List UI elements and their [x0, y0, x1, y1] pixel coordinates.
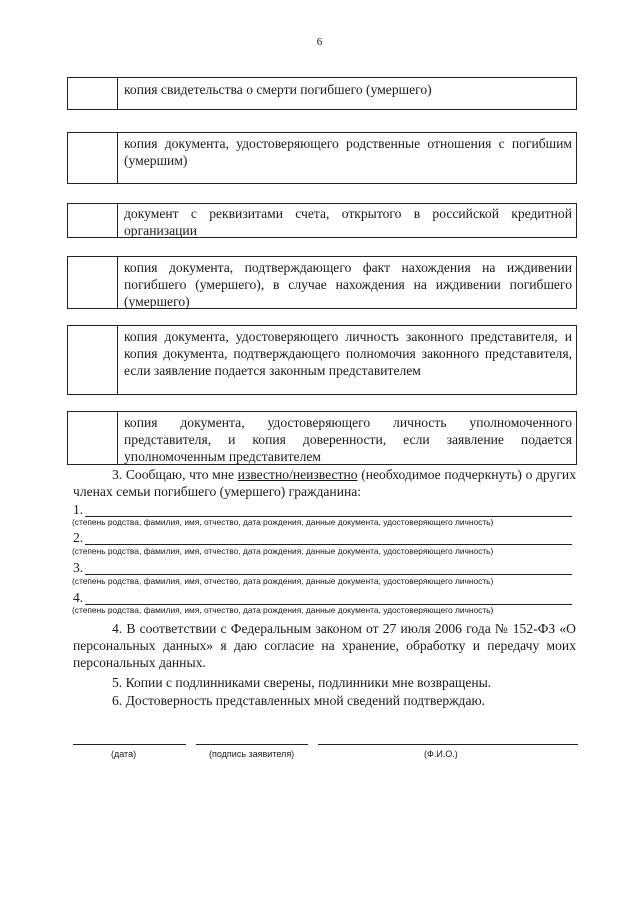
family-member-number: 2. — [73, 530, 84, 545]
family-member-number: 4. — [73, 590, 84, 605]
family-member-hint: (степень родства, фамилия, имя, отчество, дата рождения, данные документа, удостоверяющего личность) — [72, 517, 494, 527]
checklist-item — [67, 256, 577, 309]
section-3-paragraph — [73, 466, 576, 500]
checklist-item — [67, 132, 577, 184]
checklist-item-text: копия документа, удостоверяющего родственные отношения с погибшим (умершим) — [124, 136, 572, 168]
family-member-hint: (степень родства, фамилия, имя, отчество, дата рождения, данные документа, удостоверяющего личность) — [72, 576, 494, 586]
family-member-hint: (степень родства, фамилия, имя, отчество, дата рождения, данные документа, удостоверяющего личность) — [72, 605, 494, 615]
checkbox-cell[interactable] — [68, 257, 118, 308]
full-name-caption: (Ф.И.О.) — [424, 749, 458, 759]
checklist-item — [67, 203, 577, 238]
family-member-field[interactable] — [85, 528, 572, 545]
signature-field[interactable] — [196, 730, 308, 745]
family-member-field[interactable] — [85, 588, 572, 605]
section-4-paragraph: 4. В соответствии с Федеральным законом от 27 июля 2006 года № 152-ФЗ «О персональных данных» я даю согласие на хранение, обработку и передачу моих персональных данных. — [73, 621, 576, 670]
section-3-choice: известно/неизвестно — [237, 467, 358, 482]
section-3-lead: 3. Сообщаю, что мне — [112, 467, 238, 482]
checklist-item-text: копия документа, удостоверяющего личность уполномоченного представителя, и копия доверенности, если заявление подается уполномоченным представителем — [124, 415, 572, 464]
checklist-item — [67, 411, 577, 465]
date-field[interactable] — [73, 730, 186, 745]
family-member-number: 3. — [73, 560, 84, 575]
checklist-item-text: документ с реквизитами счета, открытого в российской кредитной организации — [124, 206, 572, 238]
checkbox-cell[interactable] — [68, 78, 118, 109]
signature-caption: (подпись заявителя) — [209, 749, 295, 759]
checkbox-cell[interactable] — [68, 133, 118, 183]
checkbox-cell[interactable] — [68, 326, 118, 394]
family-member-number: 1. — [73, 502, 84, 517]
checkbox-cell[interactable] — [68, 204, 118, 237]
section-3-tail: (необходимое подчеркнуть) о других членах семьи погибшего (умершего) гражданина: — [73, 467, 576, 499]
family-member-field[interactable] — [85, 558, 572, 575]
checklist-item — [67, 77, 577, 110]
checklist-item — [67, 325, 577, 395]
checklist-item-text: копия свидетельства о смерти погибшего (умершего) — [124, 82, 432, 97]
section-5-paragraph: 5. Копии с подлинниками сверены, подлинники мне возвращены. — [112, 675, 492, 690]
checklist-item-text: копия документа, подтверждающего факт нахождения на иждивении погибшего (умершего), в случае нахождения на иждивении погибшего (умершего) — [124, 260, 572, 309]
full-name-field[interactable] — [318, 730, 578, 745]
section-6-paragraph: 6. Достоверность представленных мной сведений подтверждаю. — [112, 693, 486, 708]
family-member-field[interactable] — [85, 500, 572, 517]
date-caption: (дата) — [111, 749, 137, 759]
checkbox-cell[interactable] — [68, 412, 118, 464]
family-member-hint: (степень родства, фамилия, имя, отчество, дата рождения, данные документа, удостоверяющего личность) — [72, 546, 494, 556]
checklist-item-text: копия документа, удостоверяющего личность законного представителя, и копия документа, подтверждающего полномочия законного представителя, если заявление подается законным представителем — [124, 329, 572, 378]
page-number: 6 — [316, 36, 323, 48]
